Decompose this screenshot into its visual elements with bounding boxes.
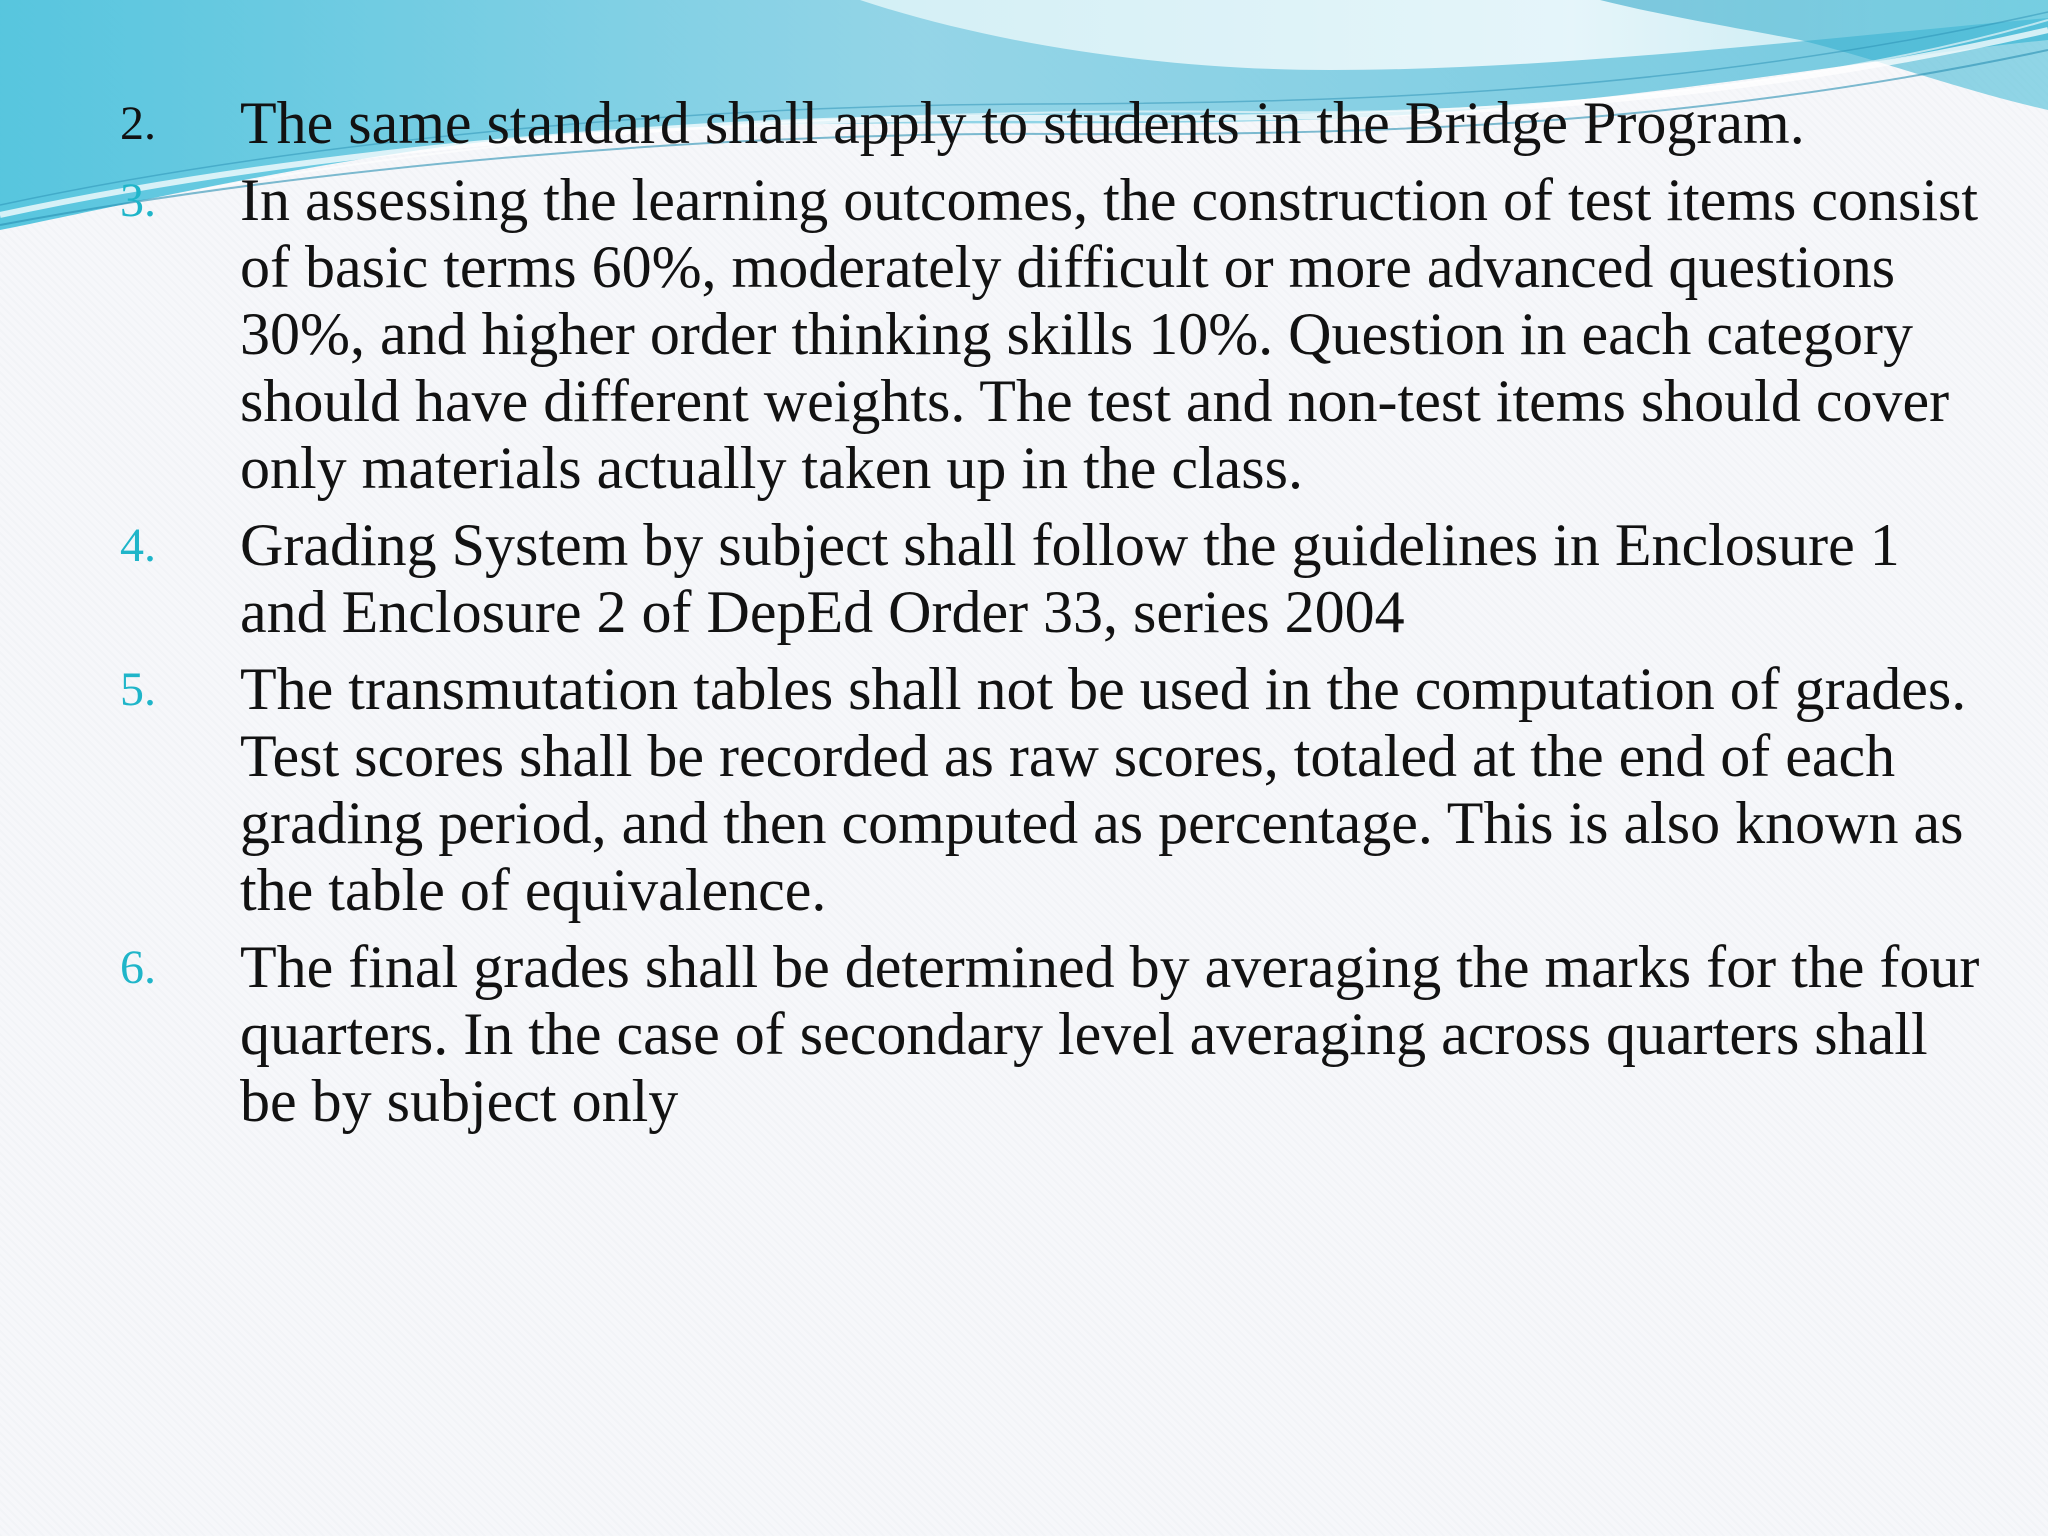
list-item-text: The transmutation tables shall not be used in the computation of grades. Test scores shall be recorded as raw scores, totaled at the end of each grading period, and then computed as percentage. This is also known as the table of equivalence.: [240, 656, 1967, 923]
list-item-number: 2.: [120, 97, 156, 150]
list-item-text: The same standard shall apply to students in the Bridge Program.: [240, 90, 1805, 156]
list-item-number: 3.: [120, 174, 156, 227]
list-item-number: 6.: [120, 941, 156, 994]
list-item-text: In assessing the learning outcomes, the construction of test items consist of basic terms 60%, moderately difficult or more advanced questions 30%, and higher order thinking skills 10%. Question in each category should have different weights. The test and non-test items should cover only materials actually taken up in the class.: [240, 167, 1979, 501]
numbered-list: [120, 90, 1980, 1145]
list-item-text: Grading System by subject shall follow the guidelines in Enclosure 1 and Enclosure 2 of DepEd Order 33, series 2004: [240, 512, 1900, 645]
list-item-number: 5.: [120, 663, 156, 716]
list-item: [120, 167, 1980, 502]
list-item: [120, 934, 1980, 1135]
list-item-text: The final grades shall be determined by averaging the marks for the four quarters. In the case of secondary level averaging across quarters shall be by subject only: [240, 934, 1980, 1134]
list-item: [120, 512, 1980, 646]
list-item-number: 4.: [120, 519, 156, 572]
list-item: [120, 90, 1980, 157]
list-item: [120, 656, 1980, 924]
